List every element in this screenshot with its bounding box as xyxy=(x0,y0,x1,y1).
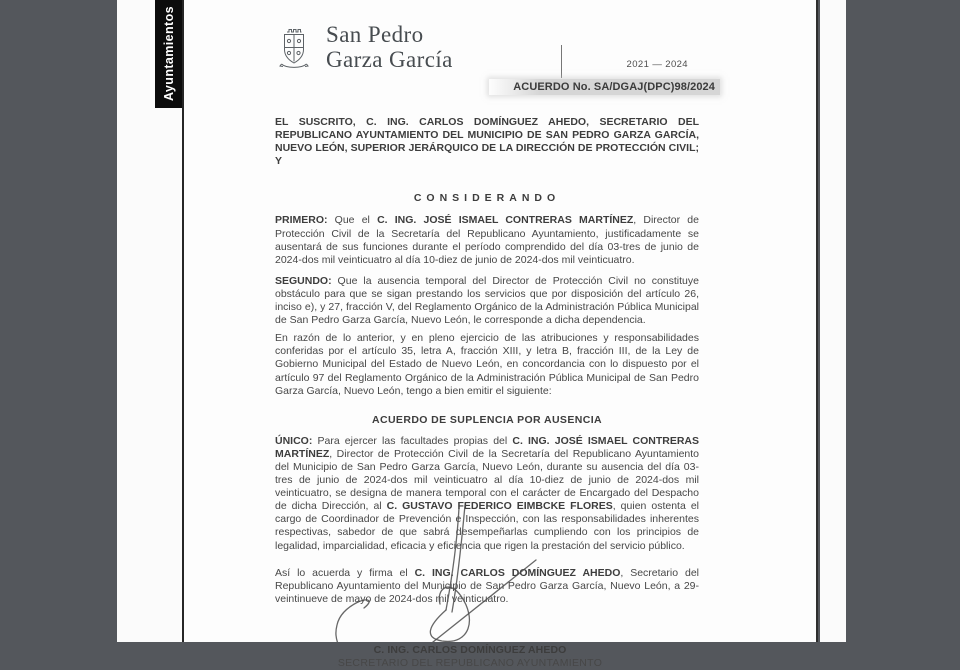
document-page xyxy=(182,0,818,669)
ayuntamientos-tab-label: Ayuntamientos xyxy=(161,6,176,102)
primero-paragraph: PRIMERO: Que el C. ING. JOSÉ ISMAEL CONTRERAS MARTÍNEZ, Director de Protección Civil de la Secretaría del Republicano Ayuntamiento, justificadamente se ausentará de sus funciones durante el período comprendido del día 03-tres de junio de 2024-dos mil veinticuatro al día 10-diez de junio de 2024-dos mil veinticuatro. xyxy=(275,214,699,266)
intro-paragraph: EL SUSCRITO, C. ING. CARLOS DOMÍNGUEZ AHEDO, SECRETARIO DEL REPUBLICANO AYUNTAMIENTO DEL MUNICIPIO DE SAN PEDRO GARZA GARCÍA, NUEVO LEÓN, SUPERIOR JERÁRQUICO DE LA DIRECCIÓN DE PROTECCIÓN CIVIL; Y xyxy=(275,116,699,168)
city-name-line1: San Pedro xyxy=(326,22,424,47)
acuerdo-heading: ACUERDO DE SUPLENCIA POR AUSENCIA xyxy=(371,413,603,426)
considerando-heading: CONSIDERANDO xyxy=(413,192,561,205)
acuerdo-number: ACUERDO No. SA/DGAJ(DPC)98/2024 xyxy=(489,79,720,95)
term-years: 2021 — 2024 xyxy=(626,59,688,70)
document-body xyxy=(275,112,699,670)
razon-paragraph: En razón de lo anterior, y en pleno ejercicio de las atribuciones y responsabilidades conferidas por el artículo 35, letra A, fracción XIII, y letra B, fracción III, de la Ley de Gobierno Municipal del Estado de Nuevo León, en concordancia con lo dispuesto por el artículo 97 del Reglamento Orgánico de la Administración Pública Municipal de San Pedro Garza García, Nuevo León, tengo a bien emitir el siguiente: xyxy=(275,332,699,397)
header-separator xyxy=(561,45,562,78)
san-pedro-crest-icon xyxy=(278,25,310,72)
signer-title: SECRETARIO DEL REPUBLICANO AYUNTAMIENTO xyxy=(337,657,603,669)
city-name-line2: Garza García xyxy=(326,47,453,72)
unico-paragraph: ÚNICO: Para ejercer las facultades propias del C. ING. JOSÉ ISMAEL CONTRERAS MARTÍNEZ, Director de Protección Civil de la Secretaría del Republicano Ayuntamiento del Municipio de San Pedro Garza García, Nuevo León, durante su ausencia del día 03-tres de junio de 2024-dos mil veinticuatro al día 10-diez de junio de 2024-dos mil veinticuatro, se designa de manera temporal con el carácter de Encargado del Despacho de dicha Dirección, al C. GUSTAVO FEDERICO EIMBCKE FLORES, quien ostenta el cargo de Coordinador de Prevención e Inspección, con las responsabilidades inherentes respectivas, sabedor de que sabrá desempeñarlas cumpliendo con los principios de legalidad, imparcialidad, eficacia y eficiencia que rigen la prestación del servicio público. xyxy=(275,434,700,552)
page-margin-right xyxy=(820,0,846,642)
segundo-paragraph: SEGUNDO: Que la ausencia temporal del Director de Protección Civil no constituye obstáculo para que se sigan prestando los servicios que por disposición del artículo 26, inciso e), y 27, fracción V, del Reglamento Orgánico de la Administración Pública Municipal de San Pedro Garza García, Nuevo León, le corresponde a dicha dependencia. xyxy=(275,274,699,327)
cierre-paragraph: Así lo acuerda y firma el C. ING. CARLOS DOMÍNGUEZ AHEDO, Secretario del Republicano Ayuntamiento del Municipio de San Pedro Garza García, Nuevo León, a 29-veintinueve de mayo de 2024-dos mil veinticuatro. xyxy=(275,566,700,605)
signature-block xyxy=(258,644,682,670)
city-name xyxy=(326,22,453,72)
signer-name: C. ING. CARLOS DOMÍNGUEZ AHEDO xyxy=(373,643,567,656)
ayuntamientos-tab[interactable] xyxy=(155,0,182,108)
